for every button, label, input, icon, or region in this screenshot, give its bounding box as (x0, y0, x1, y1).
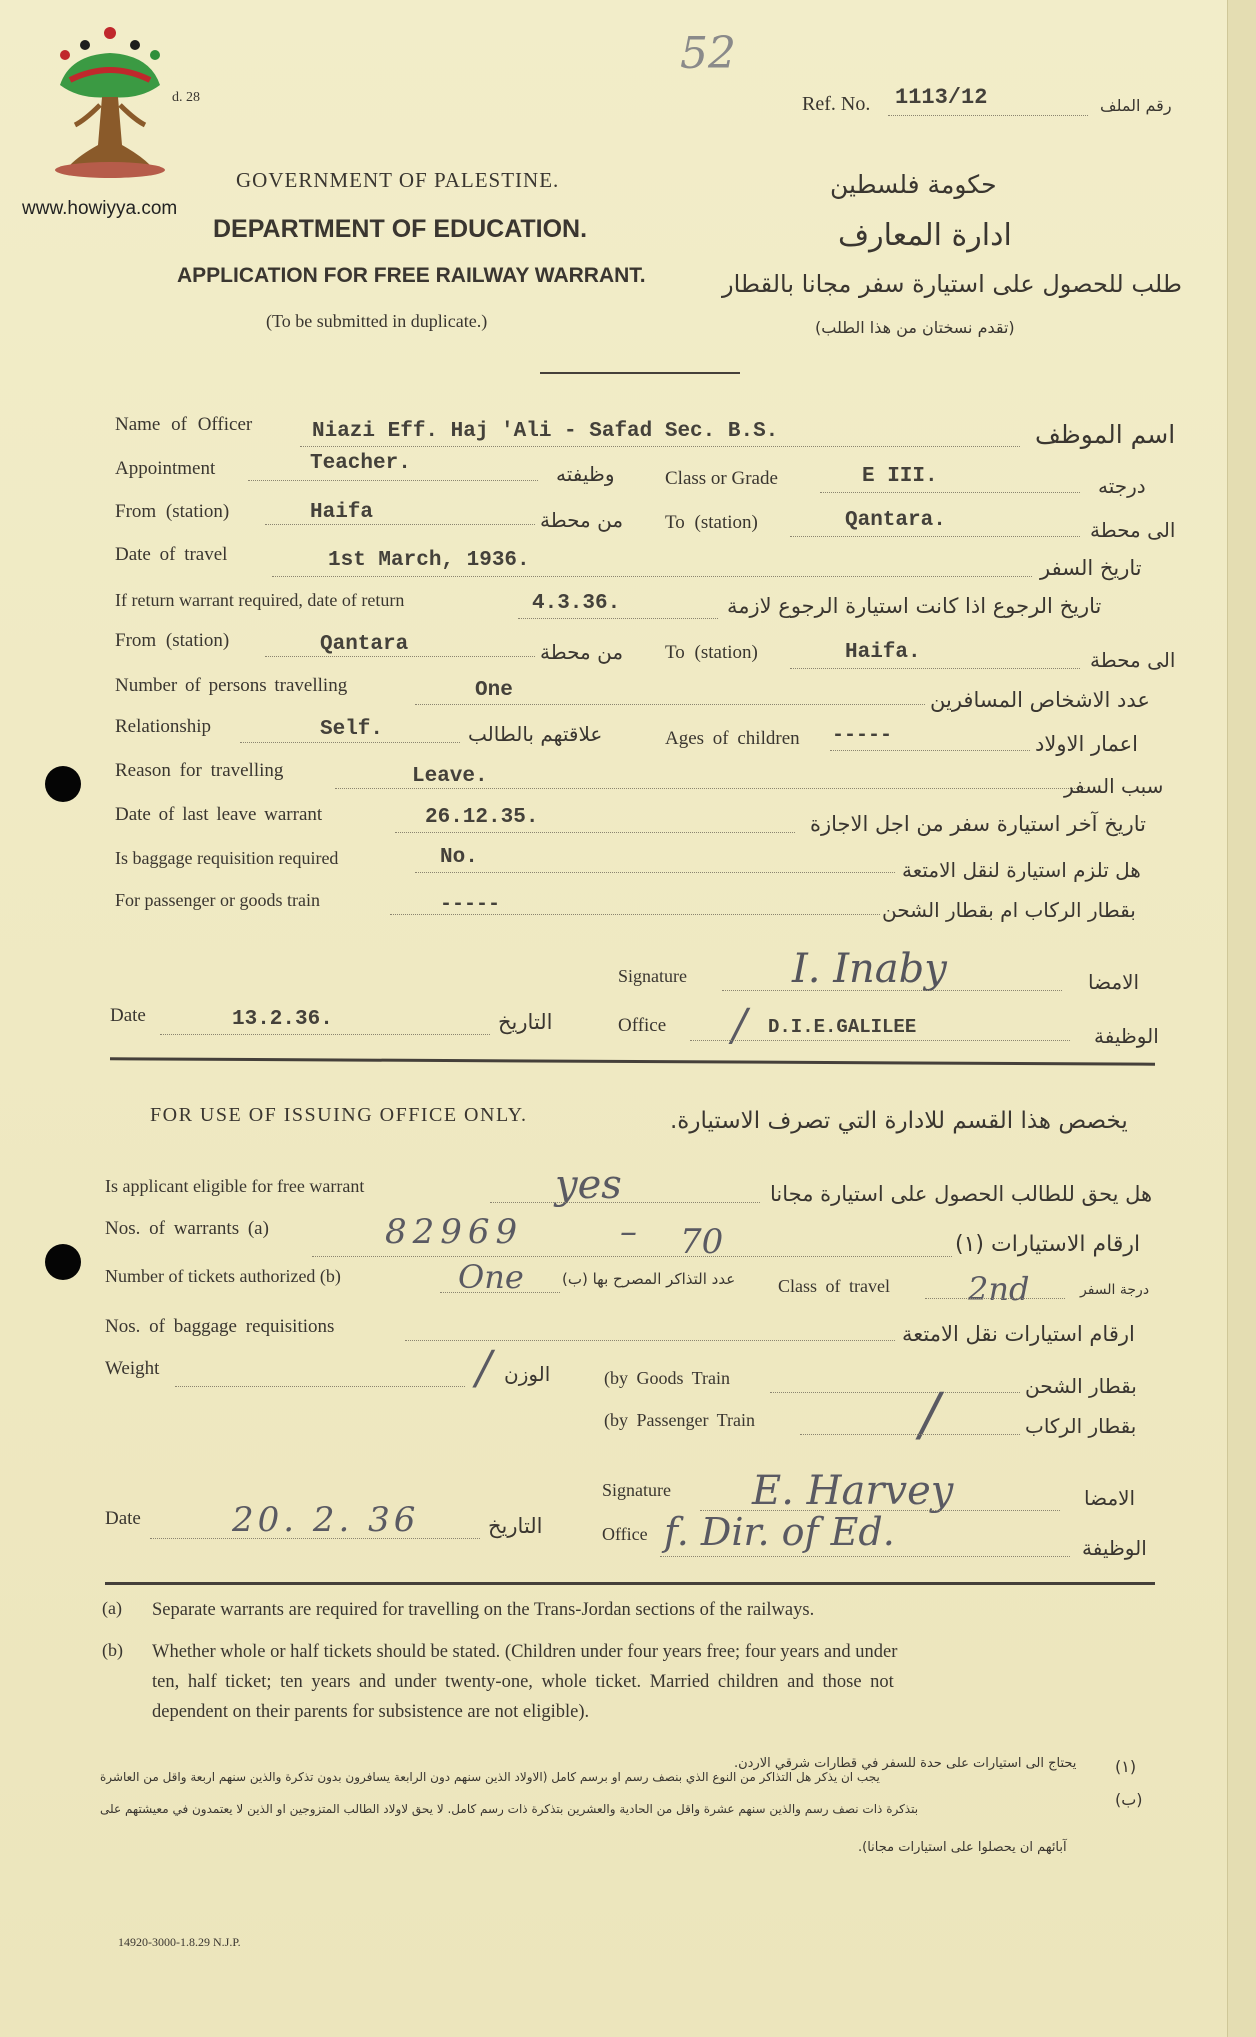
relationship-label: Relationship (115, 716, 212, 737)
to2-label: To (station) (665, 642, 758, 663)
name-value: Niazi Eff. Haj 'Ali - Safad Sec. B.S. (312, 420, 779, 443)
from2-value: Qantara (320, 633, 409, 656)
section-divider-1 (110, 1057, 1155, 1065)
date-travel-label-ar: تاريخ السفر (1040, 556, 1142, 580)
footnote-b-ar-line3: آبائهم ان يحصلوا على استيارات مجانا). (858, 1840, 1067, 1855)
gov-title-ar: حكومة فلسطين (830, 170, 997, 199)
form-number-partial: d. 28 (172, 90, 200, 105)
class-value: 2nd (968, 1270, 1030, 1308)
train-value: ----- (440, 893, 501, 916)
nos-warrants-value1: 82969 (385, 1212, 524, 1252)
ref-label-ar: رقم الملف (1100, 96, 1172, 115)
weight-label: Weight (105, 1358, 160, 1379)
signature-label: Signature (618, 966, 687, 986)
to2-label-ar: الى محطة (1090, 648, 1176, 672)
from2-label: From (station) (115, 630, 230, 651)
issuing-date-label-ar: التاريخ (488, 1514, 543, 1538)
dept-title-ar: ادارة المعارف (838, 218, 1012, 253)
office-label: Office (618, 1015, 667, 1036)
issuing-signature-value: E. Harvey (752, 1468, 954, 1514)
passenger-label-ar: بقطار الركاب (1025, 1414, 1137, 1438)
nos-warrants-label: Nos. of warrants (a) (105, 1218, 269, 1239)
footnote-a-ar-marker: (١) (1115, 1757, 1137, 1776)
date-travel-value: 1st March, 1936. (328, 549, 530, 572)
passenger-slash: / (920, 1380, 940, 1448)
header-divider (540, 372, 740, 374)
footnote-b-line3: dependent on their parents for subsistence are not eligible). (152, 1702, 590, 1722)
weight-slash: / (476, 1340, 492, 1394)
gov-title: GOVERNMENT OF PALESTINE. (236, 168, 560, 192)
name-label-ar: اسم الموظف (1035, 420, 1176, 449)
punch-hole-top (45, 766, 81, 802)
relationship-value: Self. (320, 718, 384, 741)
persons-value: One (475, 679, 513, 702)
issuing-office-label: Office (602, 1524, 648, 1544)
passenger-label: (by Passenger Train (604, 1410, 755, 1430)
to1-label-ar: الى محطة (1090, 518, 1176, 542)
class-label: Class of travel (778, 1276, 890, 1296)
reason-value: Leave. (412, 765, 488, 788)
to2-value: Haifa. (845, 641, 921, 664)
grade-label-ar: درجته (1098, 474, 1146, 498)
children-label-ar: اعمار الاولاد (1035, 732, 1139, 756)
date-travel-label: Date of travel (115, 544, 228, 565)
date-label: Date (110, 1005, 146, 1026)
appointment-label: Appointment (115, 458, 216, 479)
return-date-value: 4.3.36. (532, 592, 621, 615)
baggage-req-label: Nos. of baggage requisitions (105, 1316, 335, 1337)
to1-label: To (station) (665, 512, 758, 533)
persons-label: Number of persons travelling (115, 675, 348, 696)
footnote-a-ar: يحتاج الى استيارات على حدة للسفر في قطارات شرقي الاردن. (734, 1756, 1077, 1771)
issuing-office-label-ar: الوظيفة (1082, 1536, 1147, 1560)
office-slash: / (732, 1000, 747, 1051)
ref-label: Ref. No. (802, 93, 871, 115)
eligible-label-ar: هل يحق للطالب الحصول على استيارة مجانا (770, 1182, 1153, 1206)
baggage-label: Is baggage requisition required (115, 848, 339, 868)
form-title: APPLICATION FOR FREE RAILWAY WARRANT. (177, 264, 646, 287)
issuing-date-label: Date (105, 1508, 141, 1529)
watermark-site: www.howiyya.com (22, 198, 178, 219)
weight-label-ar: الوزن (504, 1362, 551, 1386)
footnote-b-marker: (b) (102, 1640, 123, 1660)
office-value: D.I.E.GALILEE (768, 1016, 917, 1038)
to1-value: Qantara. (845, 509, 946, 532)
tickets-value: One (458, 1258, 524, 1296)
footnote-a: Separate warrants are required for travelling on the Trans-Jordan sections of the railways. (152, 1600, 815, 1620)
duplicate-note: (To be submitted in duplicate.) (266, 311, 488, 331)
last-leave-label-ar: تاريخ آخر استيارة سفر من اجل الاجازة (810, 812, 1146, 836)
form-title-ar: طلب للحصول على استيارة سفر مجانا بالقطار (722, 270, 1182, 298)
name-label: Name of Officer (115, 414, 253, 435)
footnote-b-ar-line2: بتذكرة ذات نصف رسم والذين سنهم عشرة واقل من الحادية والعشرين بتذكرة ذات رسم كامل. لا يحق لاولاد الطالب المتزوجين او الذين لا يعتمدون في معيشتهم على (100, 1802, 919, 1816)
baggage-label-ar: هل تلزم استيارة لنقل الامتعة (902, 858, 1141, 882)
duplicate-note-ar: (تقدم نسختان من هذا الطلب) (815, 318, 1015, 337)
issuing-heading: FOR USE OF ISSUING OFFICE ONLY. (150, 1104, 528, 1126)
grade-value: E III. (862, 465, 938, 488)
from1-label: From (station) (115, 501, 230, 522)
footnote-b-line1: Whether whole or half tickets should be stated. (Children under four years free; four years and under (152, 1642, 898, 1662)
issuing-office-value: f. Dir. of Ed. (664, 1510, 895, 1554)
date-label-ar: التاريخ (498, 1010, 553, 1034)
last-leave-label: Date of last leave warrant (115, 804, 323, 825)
baggage-value: No. (440, 846, 478, 869)
issuing-signature-label-ar: الامضا (1084, 1486, 1136, 1510)
from1-label-ar: من محطة (540, 508, 624, 532)
train-label-ar: بقطار الركاب ام بقطار الشحن (882, 898, 1136, 922)
date-value: 13.2.36. (232, 1008, 333, 1031)
issuing-heading-ar: يخصص هذا القسم للادارة التي تصرف الاستيارة. (670, 1108, 1128, 1134)
footnote-a-marker: (a) (102, 1598, 122, 1618)
goods-label: (by Goods Train (604, 1368, 731, 1388)
signature-value: I. Inaby (792, 946, 947, 992)
footnote-b-ar-line1: يجب ان يذكر هل التذاكر من النوع الذي بنصف رسم او برسم كامل (الاولاد الذين سنهم دون الرابعة يسافرون بدون تذكرة والذين سنهم اربعة واقل من العاشرة (100, 1770, 880, 1784)
reason-label: Reason for travelling (115, 760, 284, 781)
eligible-value: yes (555, 1162, 622, 1208)
issuing-date-value: 20. 2. 36 (232, 1500, 420, 1540)
class-label-ar: درجة السفر (1080, 1282, 1150, 1298)
nos-warrants-label-ar: ارقام الاستيارات (١) (955, 1232, 1141, 1257)
train-label: For passenger or goods train (115, 890, 320, 910)
children-label: Ages of children (665, 728, 800, 749)
dept-title: DEPARTMENT OF EDUCATION. (213, 215, 588, 243)
signature-label-ar: الامضا (1088, 970, 1140, 994)
tickets-label: Number of tickets authorized (b) (105, 1266, 341, 1286)
tickets-label-ar: عدد التذاكر المصرح بها (ب) (562, 1270, 736, 1288)
nos-warrants-dash: – (620, 1212, 637, 1252)
footnote-b-line2: ten, half ticket; ten years and under twenty-one, whole ticket. Married children and those not (152, 1672, 894, 1692)
baggage-req-label-ar: ارقام استيارات نقل الامتعة (902, 1322, 1135, 1346)
pencil-number: 52 (680, 28, 736, 79)
appointment-label-ar: وظيفته (556, 462, 615, 486)
return-date-label-ar: تاريخ الرجوع اذا كانت استيارة الرجوع لازمة (727, 594, 1102, 618)
from2-label-ar: من محطة (540, 640, 624, 664)
printer-code: 14920-3000-1.8.29 N.J.P. (118, 1935, 241, 1949)
eligible-label: Is applicant eligible for free warrant (105, 1176, 365, 1196)
relationship-label-ar: علاقتهم بالطالب (468, 722, 603, 746)
appointment-value: Teacher. (310, 452, 411, 475)
grade-label: Class or Grade (665, 468, 778, 489)
children-value: ----- (832, 724, 893, 747)
footnote-b-ar-marker: (ب) (1115, 1790, 1143, 1809)
punch-hole-bottom (45, 1244, 81, 1280)
return-date-label: If return warrant required, date of return (115, 590, 405, 610)
section-divider-2 (105, 1582, 1155, 1585)
office-label-ar: الوظيفة (1094, 1024, 1159, 1048)
persons-label-ar: عدد الاشخاص المسافرين (930, 688, 1150, 712)
ref-value: 1113/12 (895, 85, 988, 110)
reason-label-ar: سبب السفر (1064, 774, 1164, 798)
page-edge (1227, 0, 1256, 2037)
nos-warrants-value2: 70 (680, 1222, 724, 1262)
howiyya-tree-logo (40, 25, 180, 195)
issuing-signature-label: Signature (602, 1480, 671, 1500)
goods-label-ar: بقطار الشحن (1025, 1374, 1137, 1398)
from1-value: Haifa (310, 501, 374, 524)
last-leave-value: 26.12.35. (425, 806, 539, 829)
